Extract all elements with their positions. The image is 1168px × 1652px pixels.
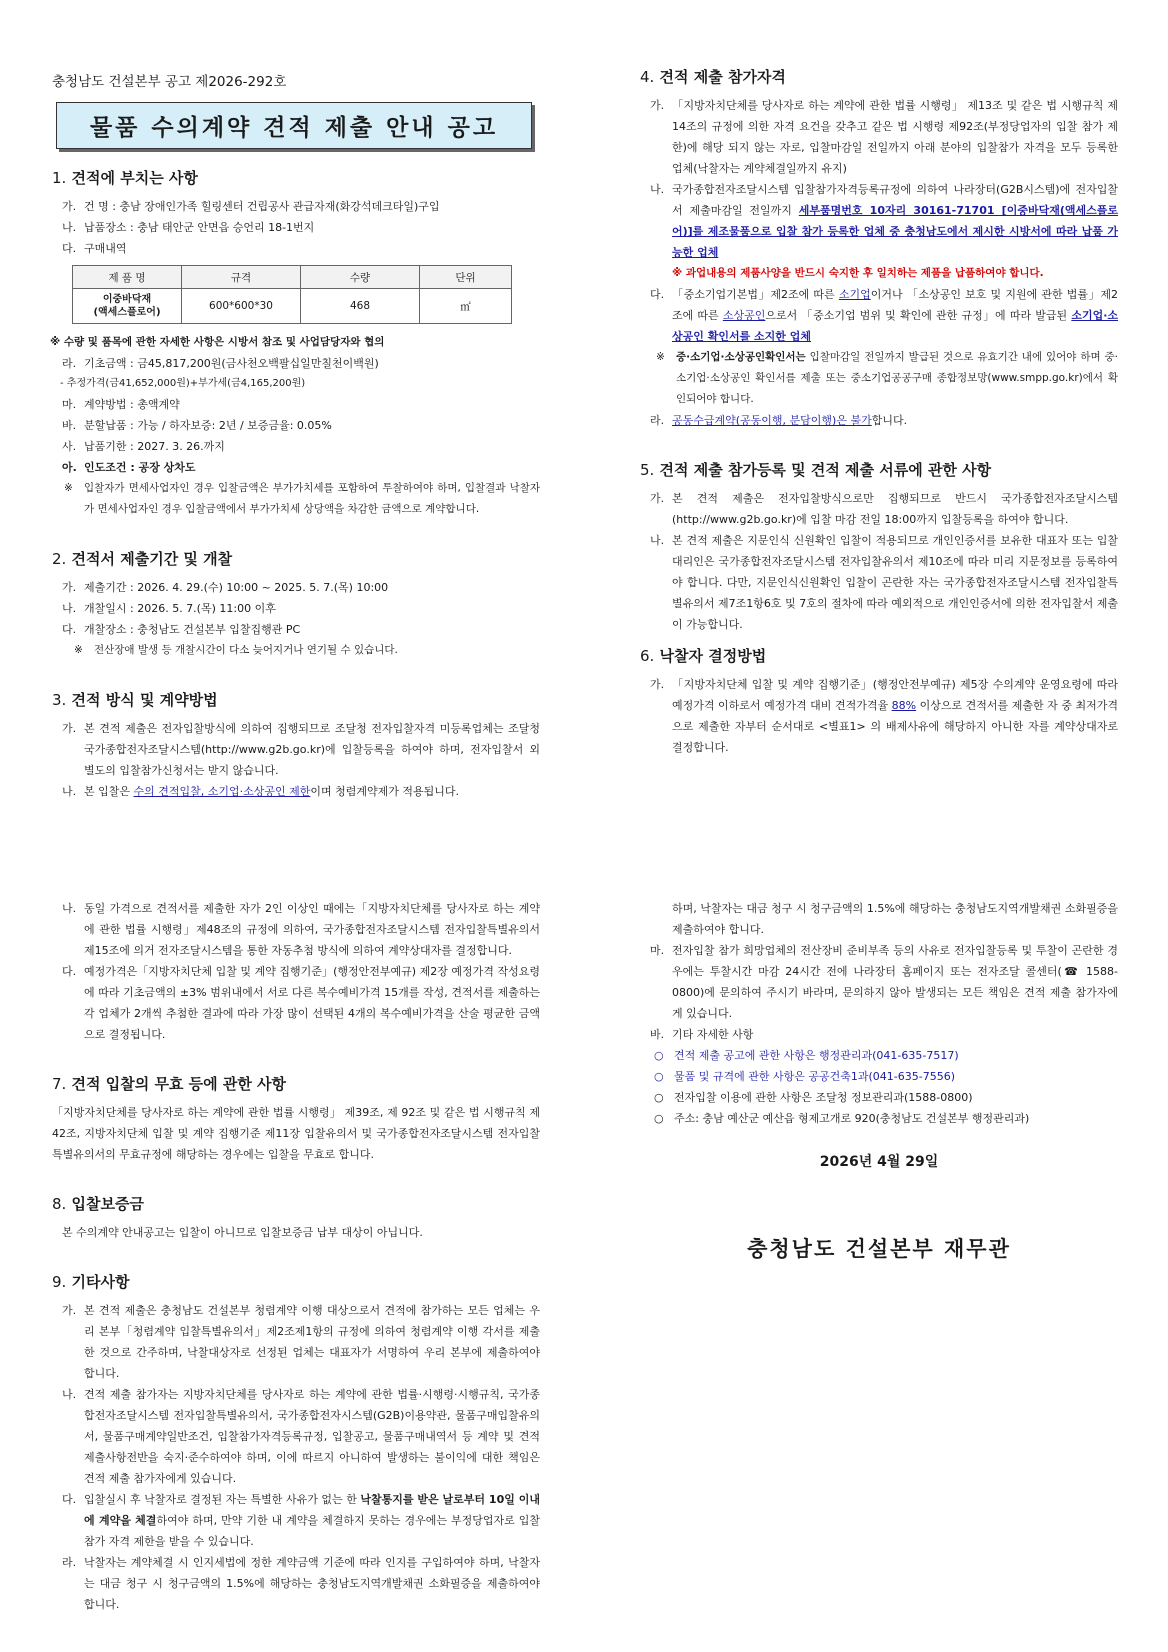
s9-item-ga: 가. 본 견적 제출은 충청남도 건설본부 청렴계약 이행 대상으로서 견적에 참가하는 모든 업체는 우리 본부「청렴계약 입찰특별유의서」제2조제1항의 규정에 의하여 청렴계약 이행 각서를 제출한 것으로 간주하며, 낙찰대상자로 선정된 업체는 대표자가 서명하여 우리 본부에 제출하여야 합니다. <box>62 1304 540 1380</box>
s1-item-a: 아. 인도조건 : 공장 상차도 <box>62 461 196 474</box>
s8-body: 본 수의계약 안내공고는 입찰이 아니므로 입찰보증금 납부 대상이 아닙니다. <box>62 1226 423 1239</box>
s1-item-sa: 사. 납품기한 : 2027. 3. 26.까지 <box>62 440 225 453</box>
list-item: ○ 주소: 충남 예산군 예산읍 형제고개로 920(충청남도 건설본부 행정관리과) <box>654 1112 1030 1125</box>
right-column-bottom <box>640 898 1118 1263</box>
s2-item-na: 나. 개찰일시 : 2026. 5. 7.(목) 11:00 이후 <box>62 602 276 615</box>
s1-estimated-price: - 추정가격(금41,652,000원)+부가세(금4,165,200원) <box>60 378 306 389</box>
section-1-title: 1. 견적에 부치는 사항 <box>52 169 198 187</box>
table-header: 제 품 명 <box>73 266 182 289</box>
s9-item-ra: 라. 낙찰자는 계약체결 시 인지세법에 정한 계약금액 기준에 따라 인지를 구입하여야 하며, 낙찰자는 대금 청구 시 청구금액의 1.5%에 해당하는 충청남도지역개발채권 소화필증을 제출하여야 합니다. <box>62 1556 540 1611</box>
s3-item-ga: 가. 본 견적 제출은 전자입찰방식에 의하여 집행되므로 조달청 전자입찰자격 미등록업체는 조달청 국가종합전자조달시스템(http://www.g2b.go.kr)에 입찰등록을 하여야 하며, 전자입찰서 외 별도의 입찰참가신청서는 받지 않습니다. <box>62 722 540 777</box>
s1-item-ba: 바. 분할납품 : 가능 / 하자보증: 2년 / 보증금율: 0.05% <box>62 419 332 432</box>
s4-item-ra: 라. 공동수급계약(공동이행, 분담이행)은 불가합니다. <box>650 414 908 427</box>
s1-item-da: 다. 구매내역 <box>62 242 127 255</box>
s1-item-ga: 가. 건 명 : 충남 장애인가족 힐링센터 건립공사 관급자재(화강석데크타일)구입 <box>62 200 440 213</box>
table-cell: 600*600*30 <box>182 289 301 324</box>
s2-item-ga: 가. 제출기간 : 2026. 4. 29.(수) 10:00 ~ 2025. 5. 7.(목) 10:00 <box>62 581 389 594</box>
table-cell: ㎡ <box>420 289 512 324</box>
s6-item-na: 나. 동일 가격으로 견적서를 제출한 자가 2인 이상인 때에는「지방자치단체를 당사자로 하는 계약에 관한 법률 시행령」제48조의 규정에 의하여, 국가종합전자조달시스템 전자입찰특별유의서 제15조에 의거 전자조달시스템을 통한 자동추첨 방식에 의하여 계약상대자를 결정합니다. <box>62 902 540 957</box>
signer: 충청남도 건설본부 재무관 <box>747 1237 1011 1261</box>
section-3-title: 3. 견적 방식 및 계약방법 <box>52 691 218 709</box>
section-8-title: 8. 입찰보증금 <box>52 1195 144 1213</box>
section-7-title: 7. 견적 입찰의 무효 등에 관한 사항 <box>52 1075 287 1093</box>
list-item: ○ 견적 제출 공고에 관한 사항은 행정관리과(041-635-7517) <box>654 1049 959 1062</box>
left-column-bottom <box>52 898 540 1611</box>
s1-note-quantity: ※ 수량 및 품목에 관한 자세한 사항은 시방서 참조 및 사업담당자와 협의 <box>50 336 385 348</box>
notice-date: 2026년 4월 29일 <box>819 1154 939 1170</box>
s1-item-na: 나. 납품장소 : 충남 태안군 안면읍 승언리 18-1번지 <box>62 221 315 234</box>
purchase-table <box>72 265 512 324</box>
s9-item-ba: 바. 기타 자세한 사항 <box>650 1028 754 1041</box>
s6-item-ga: 가. 「지방자치단체 입찰 및 계약 집행기준」(행정안전부예규) 제5장 수의계약 운영요령에 따라 예정가격 이하로서 예정가격 대비 견적가격율 88% 이상으로 견적서를 제출한 자 중 최저가격으로 제출한 자부터 순서대로 <별표1> 의 배제사유에 해당하지 아니한 자를 계약상대자로 결정합니다. <box>650 678 1118 754</box>
s1-note-tax: ※ 입찰자가 면세사업자인 경우 입찰금액은 부가가치세를 포함하여 투찰하여야 하며, 입찰결과 낙찰자가 면세사업자인 경우 입찰금액에서 부가가치세 상당액을 차감한 금액으로 계약합니다. <box>64 482 540 515</box>
table-header-row <box>73 266 512 289</box>
list-item: ○ 물품 및 규격에 관한 사항은 공공건축1과(041-635-7556) <box>654 1070 956 1083</box>
section-4-title: 4. 견적 제출 참가자격 <box>640 68 786 86</box>
section-9-title: 9. 기타사항 <box>52 1273 130 1291</box>
s4-warning: ※ 과업내용의 제품사양을 반드시 숙지한 후 일치하는 제품을 납품하여야 합니다. <box>672 267 1044 279</box>
s1-item-ma: 마. 계약방법 : 총액계약 <box>62 398 180 411</box>
page-title: 물품 수의계약 견적 제출 안내 공고 <box>56 102 532 149</box>
table-cell: 이중바닥재 (액세스플로어) <box>73 289 182 324</box>
s9-item-da: 다. 입찰실시 후 낙찰자로 결정된 자는 특별한 사유가 없는 한 낙찰통지를 받은 날로부터 10일 이내에 계약을 체결하여야 하며, 만약 기한 내 계약을 체결하지 못하는 경우에는 부정당업자로 입찰참가 자격 제한을 받을 수 있습니다. <box>62 1493 540 1548</box>
s5-item-na: 나. 본 견적 제출은 지문인식 신원확인 입찰이 적용되므로 개인인증서를 보유한 대표자 또는 입찰대리인은 국가종합전자조달시스템 전자입찰유의서 제10조에 따라 미리 지문정보를 등록하여야 합니다. 다만, 지문인식신원확인 입찰이 곤란한 자는 국가종합전자조달시스템 전자입찰특별유의서 제7조1항6호 및 7호의 절차에 따라 예외적으로 개인인증서에 의한 전자입찰서 제출이 가능합니다. <box>650 534 1118 631</box>
s9-item-ra-continued: 하며, 낙찰자는 대금 청구 시 청구금액의 1.5%에 해당하는 충청남도지역개발채권 소화필증을 제출하여야 합니다. <box>672 902 1118 936</box>
s4-note-certificate: ※ 중·소기업·소상공인확인서는 입찰마감일 전일까지 발급된 것으로 유효기간 내에 있어야 하며 중·소기업·소상공인 확인서를 제출 또는 중소기업공공구매 종합정보망(www.smpp.go.kr)에서 확인되어야 합니다. <box>656 351 1118 405</box>
s9-item-ma: 마. 전자입찰 참가 희망업체의 전산장비 준비부족 등의 사유로 전자입찰등록 및 투찰이 곤란한 경우에는 투찰시간 마감 24시간 전에 나라장터 홈페이지 또는 전자조달 콜센터(☎ 1588-0800)에 문의하여 주시기 바라며, 문의하지 않아 발생되는 모든 책임은 견적 제출 참가자에게 있습니다. <box>650 944 1118 1020</box>
table-cell: 468 <box>301 289 420 324</box>
section-2-title: 2. 견적서 제출기간 및 개찰 <box>52 550 233 568</box>
list-item: ○ 전자입찰 이용에 관한 사항은 조달청 정보관리과(1588-0800) <box>654 1091 973 1104</box>
s2-note: ※ 전산장애 발생 등 개찰시간이 다소 늦어지거나 연기될 수 있습니다. <box>74 644 398 656</box>
s5-item-ga: 가. 본 견적 제출은 전자입찰방식으로만 집행되므로 반드시 국가종합전자조달시스템(http://www.g2b.go.kr)에 입찰 마감 전일 18:00까지 입찰등록을 하여야 합니다. <box>650 492 1118 526</box>
table-header: 수량 <box>301 266 420 289</box>
notice-number: 충청남도 건설본부 공고 제2026-292호 <box>52 74 287 90</box>
table-header: 단위 <box>420 266 512 289</box>
contact-list <box>640 1045 1118 1129</box>
s4-item-da: 다. 「중소기업기본법」제2조에 따른 소기업이거나 「소상공인 보호 및 지원에 관한 법률」제2조에 따른 소상공인으로서 「중소기업 범위 및 확인에 관한 규정」에 따라 발급된 소기업·소상공인 확인서를 소지한 업체 <box>650 288 1118 343</box>
s3-item-na: 나. 본 입찰은 수의 견적입찰, 소기업·소상공인 제한이며 청렴계약제가 적용됩니다. <box>62 785 460 798</box>
section-6-title: 6. 낙찰자 결정방법 <box>640 647 767 665</box>
s4-item-na: 나. 국가종합전자조달시스템 입찰참가자격등록규정에 의하여 나라장터(G2B시스템)에 전자입찰서 제출마감일 전일까지 세부품명번호 10자리 30161-71701 [이중바닥재(액세스플로어)]를 제조물품으로 입찰 참가 등록한 업체 중 충청남도에서 제시한 시방서에 따라 납품 가능한 업체 <box>650 183 1118 259</box>
s2-item-da: 다. 개찰장소 : 충청남도 건설본부 입찰집행관 PC <box>62 623 301 636</box>
s4-item-ga: 가. 「지방자치단체를 당사자로 하는 계약에 관한 법률 시행령」 제13조 및 같은 법 시행규칙 제14조의 규정에 의한 자격 요건을 갖추고 같은 법 시행령 제92조(부정당업자의 입찰 참가 제한)에 해당 되지 않는 자로, 입찰마감일 전일까지 아래 분야의 입찰참가 자격을 모두 등록한 업체(낙찰자는 계약체결일까지 유지) <box>650 99 1118 175</box>
s6-item-da: 다. 예정가격은「지방자치단체 입찰 및 계약 집행기준」(행정안전부예규) 제2장 예정가격 작성요령에 따라 기초금액의 ±3% 범위내에서 서로 다른 복수예비가격 15개를 작성, 견적서를 제출하는 각 업체가 2개씩 추첨한 결과에 따라 가장 많이 선택된 4개의 복수예비가격을 산술 평균한 금액으로 결정됩니다. <box>62 965 540 1041</box>
section-5-title: 5. 견적 제출 참가등록 및 견적 제출 서류에 관한 사항 <box>640 461 992 479</box>
s1-item-ra: 라. 기초금액 : 금45,817,200원(금사천오백팔십일만칠천이백원) <box>62 357 379 370</box>
left-column-top <box>52 66 540 802</box>
s9-item-na: 나. 견적 제출 참가자는 지방자치단체를 당사자로 하는 계약에 관한 법률·시행령·시행규칙, 국가종합전자조달시스템 전자입찰특별유의서, 국가종합전자시스템(G2B)이용약관, 물품구매입찰유의서, 물품구매계약일반조건, 입찰참가자격등록규정, 입찰공고, 물품구매내역서 등 계약 및 견적 제출사항전반을 숙지·준수하여야 하며, 이에 따르지 아니하여 발생하는 불이익에 대한 책임은 견적 제출 참가자에게 있습니다. <box>62 1388 540 1485</box>
right-column-top <box>640 66 1118 758</box>
s7-body: 「지방자치단체를 당사자로 하는 계약에 관한 법률 시행령」 제39조, 제 92조 및 같은 법 시행규칙 제42조, 지방자치단체 입찰 및 계약 집행기준 제11장 입찰유의서 및 국가종합전자조달시스템 전자입찰특별유의서의 무효규정에 해당하는 경우에는 입찰을 무효로 합니다. <box>52 1106 540 1161</box>
table-header: 규격 <box>182 266 301 289</box>
table-row <box>73 289 512 324</box>
